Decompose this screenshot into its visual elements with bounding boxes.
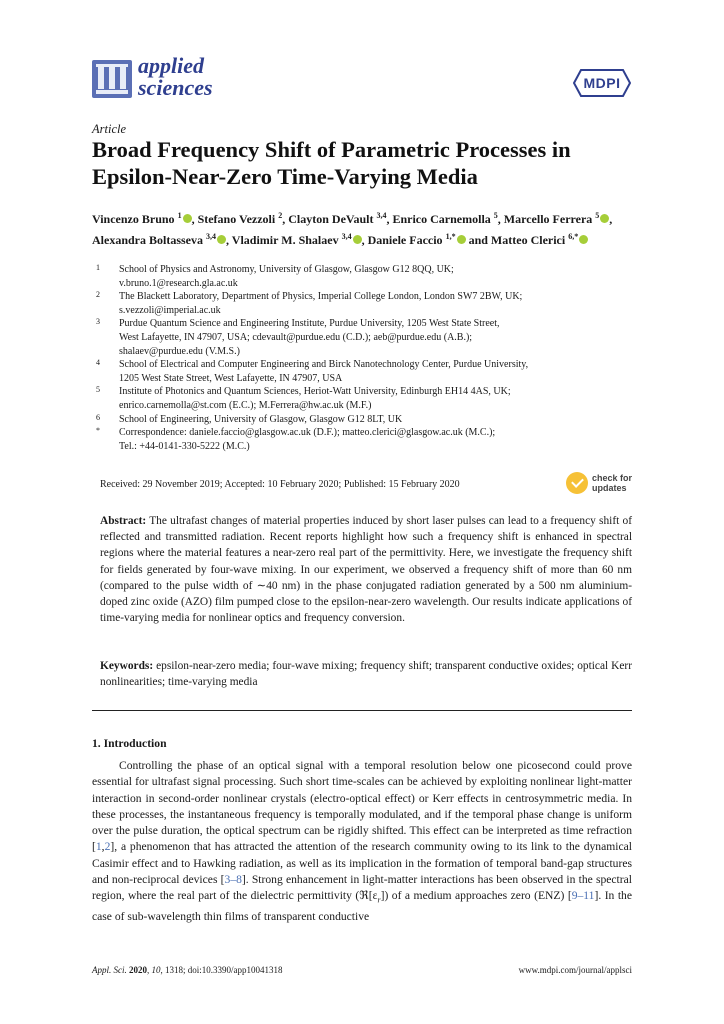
author[interactable]: Stefano Vezzoli $^2$ [197, 211, 283, 226]
author[interactable]: Matteo Clerici $^{6,*}$ [491, 233, 588, 247]
check-for-updates-button[interactable] [566, 470, 634, 496]
introduction-text [92, 758, 632, 925]
affiliation: 3 Purdue Quantum Science and Engineering Institute, Purdue University, 1205 West State Street, West Lafayette, IN 47907, USA; cdevault@purdue.edu (C.D.); aeb@purdue.edu (A.B.); shalaev@purdue.edu (V.M.S.) [96, 317, 632, 358]
section-heading: 1. Introduction [92, 737, 167, 750]
journal-name-line2: sciences [138, 75, 213, 100]
author[interactable]: Marcello Ferrera $^5$ [504, 212, 610, 226]
check-updates-line2: updates [592, 483, 627, 493]
affiliation: 6 School of Engineering, University of Glasgow, Glasgow G12 8LT, UK [96, 412, 403, 425]
publication-dates: Received: 29 November 2019; Accepted: 10 February 2020; Published: 15 February 2020 [100, 479, 460, 490]
author[interactable]: Enrico Carnemolla $^5$ [392, 211, 498, 226]
orcid-icon[interactable] [353, 235, 362, 244]
author[interactable]: Alexandra Boltasseva $^{3,4}$ [92, 233, 226, 247]
author[interactable]: Vincenzo Bruno $^1$ [92, 212, 192, 226]
affiliation: 5 Institute of Photonics and Quantum Sciences, Heriot-Watt University, Edinburgh EH14 4AS, UK; enrico.carnemolla@st.com (E.C.); M.Ferrera@hw.ac.uk (M.F.) [96, 385, 632, 412]
orcid-icon[interactable] [217, 235, 226, 244]
email-link[interactable]: enrico.carnemolla@st.com (E.C.); M.Ferrera@hw.ac.uk (M.F.) [119, 399, 372, 411]
abstract-label: Abstract: [100, 515, 147, 527]
affiliation-list [96, 263, 632, 453]
check-updates-line1: check for [592, 473, 633, 483]
article-title: Broad Frequency Shift of Parametric Processes in Epsilon-Near-Zero Time-Varying Media [92, 137, 571, 189]
journal-name-line1: applied [138, 53, 204, 78]
publisher-logo [573, 68, 631, 98]
orcid-icon[interactable] [457, 235, 466, 244]
journal-url-link[interactable]: www.mdpi.com/journal/applsci [518, 965, 632, 975]
author[interactable]: Daniele Faccio $^{1,*}$ [368, 233, 466, 247]
citation-link[interactable]: 3–8 [224, 873, 242, 887]
affiliation: 4 School of Electrical and Computer Engineering and Birck Nanotechnology Center, Purdue University, 1205 West State Street, West Lafayette, IN 47907, USA [96, 358, 529, 384]
check-icon [566, 472, 588, 494]
keywords-label: Keywords: [100, 660, 154, 672]
citation-link[interactable]: 9–11 [571, 889, 595, 903]
keywords-text: epsilon-near-zero media; four-wave mixing; frequency shift; transparent conductive oxides; optical Kerr nonlinearities; time-varying media [100, 660, 632, 689]
keywords [100, 658, 632, 690]
affiliation: 1 School of Physics and Astronomy, University of Glasgow, Glasgow G12 8QQ, UK; v.bruno.1@research.gla.ac.uk [96, 263, 632, 290]
email-link[interactable]: s.vezzoli@imperial.ac.uk [119, 304, 221, 316]
journal-logo-icon [92, 60, 132, 98]
affiliation: 2 The Blackett Laboratory, Department of Physics, Imperial College London, London SW7 2BW, UK; s.vezzoli@imperial.ac.uk [96, 290, 632, 317]
citation-footer: Appl. Sci. 2020, 10, 1318; doi:10.3390/app10041318 [92, 965, 283, 975]
journal-logo [92, 53, 220, 104]
orcid-icon[interactable] [600, 214, 609, 223]
citation-link[interactable]: 1 [95, 840, 102, 854]
divider [92, 710, 632, 711]
paragraph: Controlling the phase of an optical signal with a temporal resolution below one picosecond could prove essential for ultrafast signal processing. Such short time-scales can be achieved by exploiting nonlinear light-matter interaction in second-order nonlinear crystals (electro-optical effect) or Kerr effects in centrosymmetric media. In these processes, the instantaneous frequency is temporally modulated, and if the temporal phase change is uniform over the pulse duration, the optical spectrum can be rigidly shifted. This effect can be interpreted as time refraction [1,2], a phenomenon that has attracted the attention of the research community owing to its link to the dynamical Casimir effect and to Hawking radiation, as well as its implication in the formation of temporal band-gap structures and non-reciprocal devices [3–8]. Strong enhancement in light-matter interactions has been observed in the spectral region, where the real part of the dielectric permittivity $(ℜ[\varepsilon_r])$ of a medium approaches zero (ENZ) [9–11]. In the case of sub-wavelength thin films of transparent conductive [92, 759, 632, 923]
email-link[interactable]: v.bruno.1@research.gla.ac.uk [119, 277, 238, 289]
author-list: Vincenzo Bruno $^1$ , Stefano Vezzoli $^2$, Clayton DeVault $^{3,4}$, Enrico Carnemolla $^5$, Marcello Ferrera $^5$ , Alexandra Boltasseva $^{3,4}$ , Vladimir M. Shalaev $^{3,4}$ , Daniele Faccio $^{1,*}$ and Matteo Clerici $^{6,*}$ [92, 211, 613, 247]
author[interactable]: Clayton DeVault $^{3,4}$ [288, 211, 387, 226]
journal-name [138, 55, 213, 99]
article-type: Article [92, 122, 127, 136]
publisher-name: MDPI [583, 75, 621, 91]
abstract [100, 513, 632, 626]
abstract-text: The ultrafast changes of material properties induced by short laser pulses can lead to a frequency shift of reflected and transmitted radiation. Recent reports highlight how such a frequency shift is enhanced in spectral regions where the material features a near-zero real part of the permittivity. Here, we investigate the frequency shift for fields generated by four-wave mixing. In our experiment, we observed a frequency shift of more than 60 nm (compared to the pulse width of ∼40 nm) in the phase conjugated radiation generated by a 500 nm aluminium-doped zinc oxide (AZO) film pumped close to the epsilon-near-zero wavelength. Our results indicate applications of time-varying media for nonlinear optics and frequency conversion. [100, 515, 632, 625]
orcid-icon[interactable] [183, 214, 192, 223]
citation-link[interactable]: 2 [104, 840, 111, 854]
author[interactable]: Vladimir M. Shalaev $^{3,4}$ [232, 233, 362, 247]
orcid-icon[interactable] [579, 235, 588, 244]
correspondence: * Correspondence: daniele.faccio@glasgow.ac.uk (D.F.); matteo.clerici@glasgow.ac.uk (M.C.); Tel.: +44-0141-330-5222 (M.C.) [96, 426, 496, 452]
email-link[interactable]: shalaev@purdue.edu (V.M.S.) [119, 345, 240, 357]
